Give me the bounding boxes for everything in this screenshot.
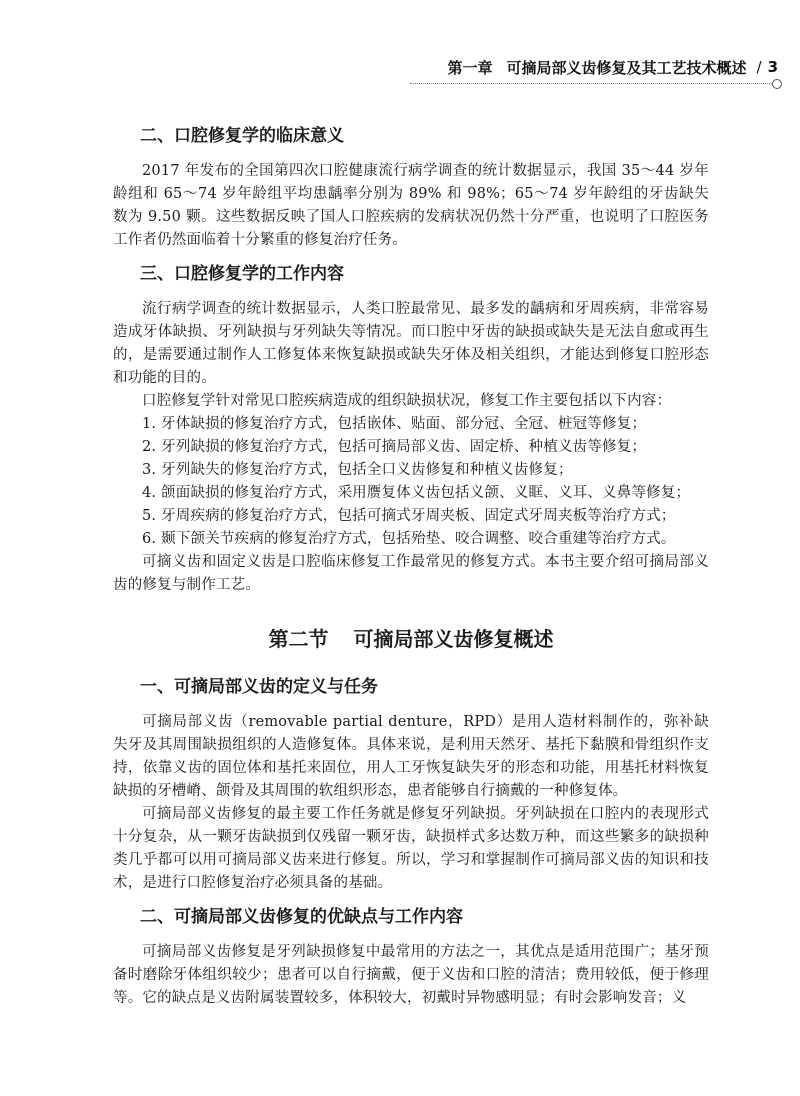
paragraph: 流行病学调查的统计数据显示，人类口腔最常见、最多发的龋病和牙周疾病，非常容易造成牙体缺损、牙列缺损与牙列缺失等情况。而口腔中牙齿的缺损或缺失是无法自愈或再生的，是需要通过制作人工修复体来恢复缺损或缺失牙体及相关组织，才能达到修复口腔形态和功能的目的。 [113,301,709,386]
list-item: 1. 牙体缺损的修复治疗方式，包括嵌体、贴面、部分冠、全冠、桩冠等修复； [142,416,647,432]
section-number: 第二节 [268,627,329,651]
running-header [400,56,778,78]
page-number: 3 [767,58,778,76]
header-rule-ornament [772,79,782,89]
header-title: 可摘局部义齿修复及其工艺技术概述 [506,58,747,77]
list-item: 3. 牙列缺失的修复治疗方式，包括全口义齿修复和种植义齿修复； [142,462,573,478]
header-rule [410,83,778,84]
list-item: 2. 牙列缺损的修复治疗方式，包括可摘局部义齿、固定桥、种植义齿等修复； [142,439,647,455]
section-heading-pros-cons: 二、可摘局部义齿修复的优缺点与工作内容 [140,907,463,927]
section-title-text: 可摘局部义齿修复概述 [353,627,554,651]
paragraph: 可摘局部义齿修复是牙列缺损修复中最常用的方法之一，其优点是适用范围广；基牙预备时磨除牙体组织较少；患者可以自行摘戴，便于义齿和口腔的清洁；费用较低，便于修理等。它的缺点是义齿附属装置较多，体积较大，初戴时异物感明显；有时会影响发音；义 [113,944,709,1006]
header-separator: / [756,58,762,76]
section-heading-clinical-significance: 二、口腔修复学的临床意义 [140,126,344,146]
section-heading-definition: 一、可摘局部义齿的定义与任务 [140,677,378,697]
section-heading-work-content: 三、口腔修复学的工作内容 [140,264,344,284]
list-item: 5. 牙周疾病的修复治疗方式，包括可摘式牙周夹板、固定式牙周夹板等治疗方式； [142,508,676,524]
paragraph: 可摘局部义齿修复的最主要工作任务就是修复牙列缺损。牙列缺损在口腔内的表现形式十分复杂，从一颗牙齿缺损到仅残留一颗牙齿，缺损样式多达数万种，而这些繁多的缺损种类几乎都可以用可摘局部义齿来进行修复。所以，学习和掌握制作可摘局部义齿的知识和技术，是进行口腔修复治疗必须具备的基础。 [113,806,709,891]
paragraph: 可摘局部义齿（removable partial denture，RPD）是用人造材料制作的，弥补缺失牙及其周围缺损组织的人造修复体。具体来说，是利用天然牙、基托下黏膜和骨组织作支持，依靠义齿的固位体和基托来固位，用人工牙恢复缺失牙的形态和功能，用基托材料恢复缺损的牙槽嵴、颌骨及其周围的软组织形态，患者能够自行摘戴的一种修复体。 [113,714,709,799]
paragraph: 2017 年发布的全国第四次口腔健康流行病学调查的统计数据显示，我国 35～44 岁年龄组和 65～74 岁年龄组平均患龋率分别为 89% 和 98%；65～74 岁年龄组的牙齿缺失数为 9.50 颗。这些数据反映了国人口腔疾病的发病状况仍然十分严重，也说明了口腔医务工作者仍然面临着十分繁重的修复治疗任务。 [113,163,709,248]
list-item: 4. 颌面缺损的修复治疗方式，采用赝复体义齿包括义颌、义眶、义耳、义鼻等修复； [142,485,691,501]
paragraph: 口腔修复学针对常见口腔疾病造成的组织缺损状况，修复工作主要包括以下内容： [142,393,672,409]
list-item: 6. 颞下颌关节疾病的修复治疗方式，包括殆垫、咬合调整、咬合重建等治疗方式。 [142,531,676,547]
page-body [113,124,709,1010]
paragraph: 可摘义齿和固定义齿是口腔临床修复工作最常见的修复方式。本书主要介绍可摘局部义齿的修复与制作工艺。 [113,554,709,593]
section-title [113,625,709,653]
header-chapter: 第一章 [447,58,493,77]
